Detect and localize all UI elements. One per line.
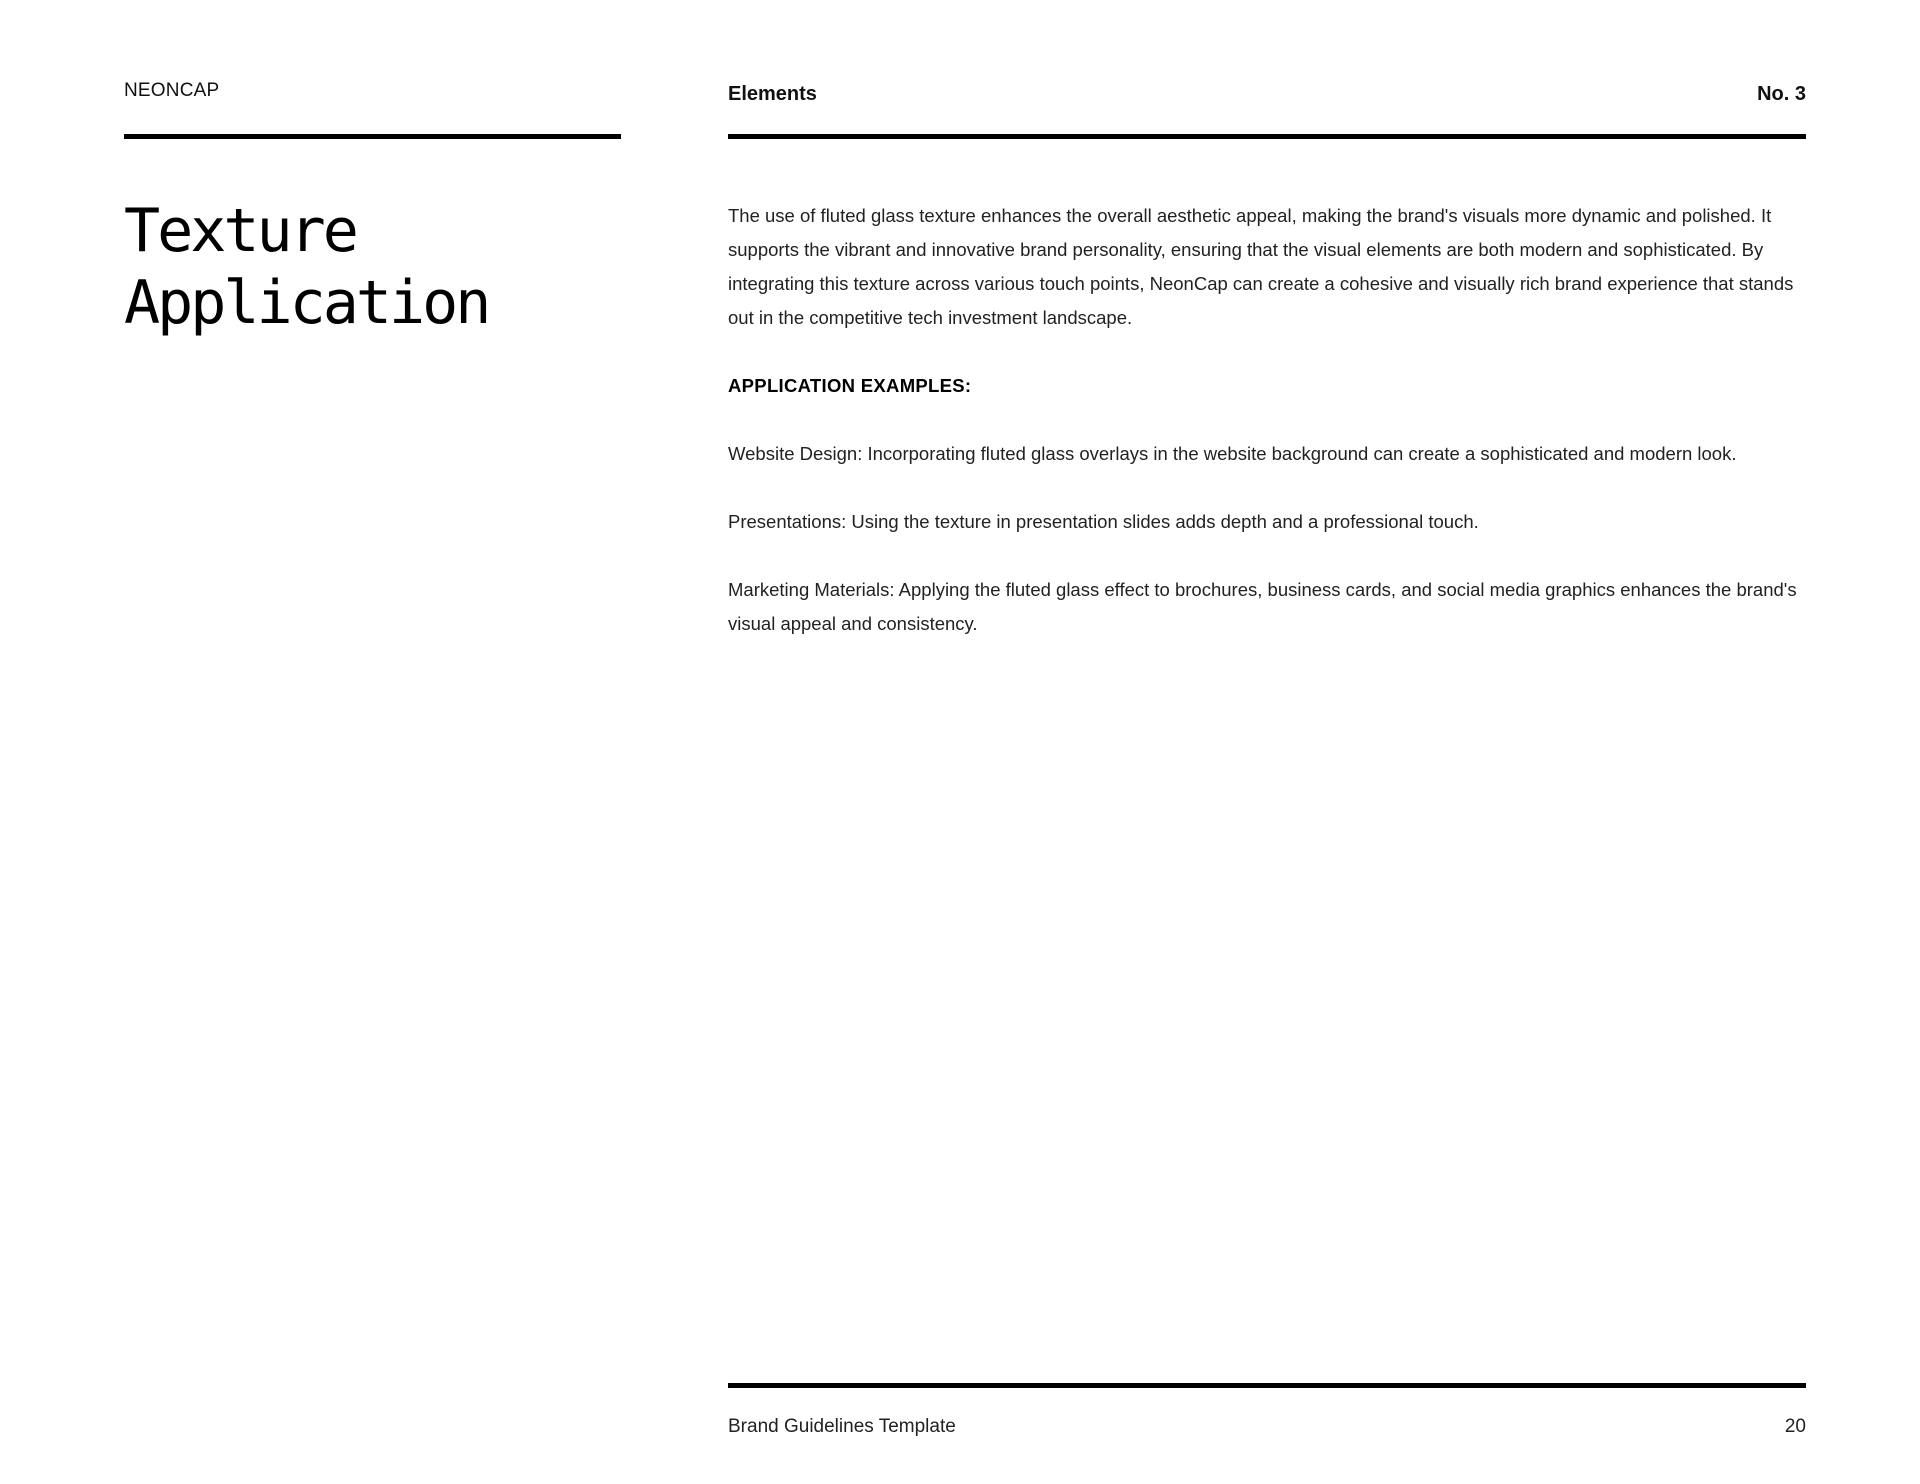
footer-doc-title: Brand Guidelines Template	[728, 1416, 956, 1437]
example-website-design: Website Design: Incorporating fluted glass overlays in the website background can create a sophisticated and modern look.	[728, 443, 1737, 464]
section-label: Elements	[728, 83, 817, 105]
page-title-line-1: Texture	[124, 196, 356, 266]
footer-page-number: 20	[1784, 1416, 1806, 1437]
page-title-line-2: Application	[124, 268, 489, 338]
intro-paragraph: The use of fluted glass texture enhances the overall aesthetic appeal, making the brand's visuals more dynamic and polished. It supports the vibrant and innovative brand personality, ensuring that the visual elements are both modern and sophisticated. By integrating this texture across various touch points, NeonCap can create a cohesive and visually rich brand experience that stands out in the competitive tech investment landscape.	[728, 205, 1794, 328]
section-number: No. 3	[1757, 83, 1806, 105]
body-content	[728, 199, 1806, 675]
example-presentations: Presentations: Using the texture in presentation slides adds depth and a professional touch.	[728, 511, 1479, 532]
brand-name: NEONCAP	[124, 80, 220, 101]
example-marketing-materials: Marketing Materials: Applying the fluted glass effect to brochures, business cards, and social media graphics enhances the brand's visual appeal and consistency.	[728, 579, 1797, 634]
page-title	[124, 195, 488, 339]
header-divider-left	[124, 134, 621, 139]
examples-heading: APPLICATION EXAMPLES:	[728, 375, 972, 396]
footer-divider	[728, 1383, 1806, 1388]
header-divider-right	[728, 134, 1806, 139]
